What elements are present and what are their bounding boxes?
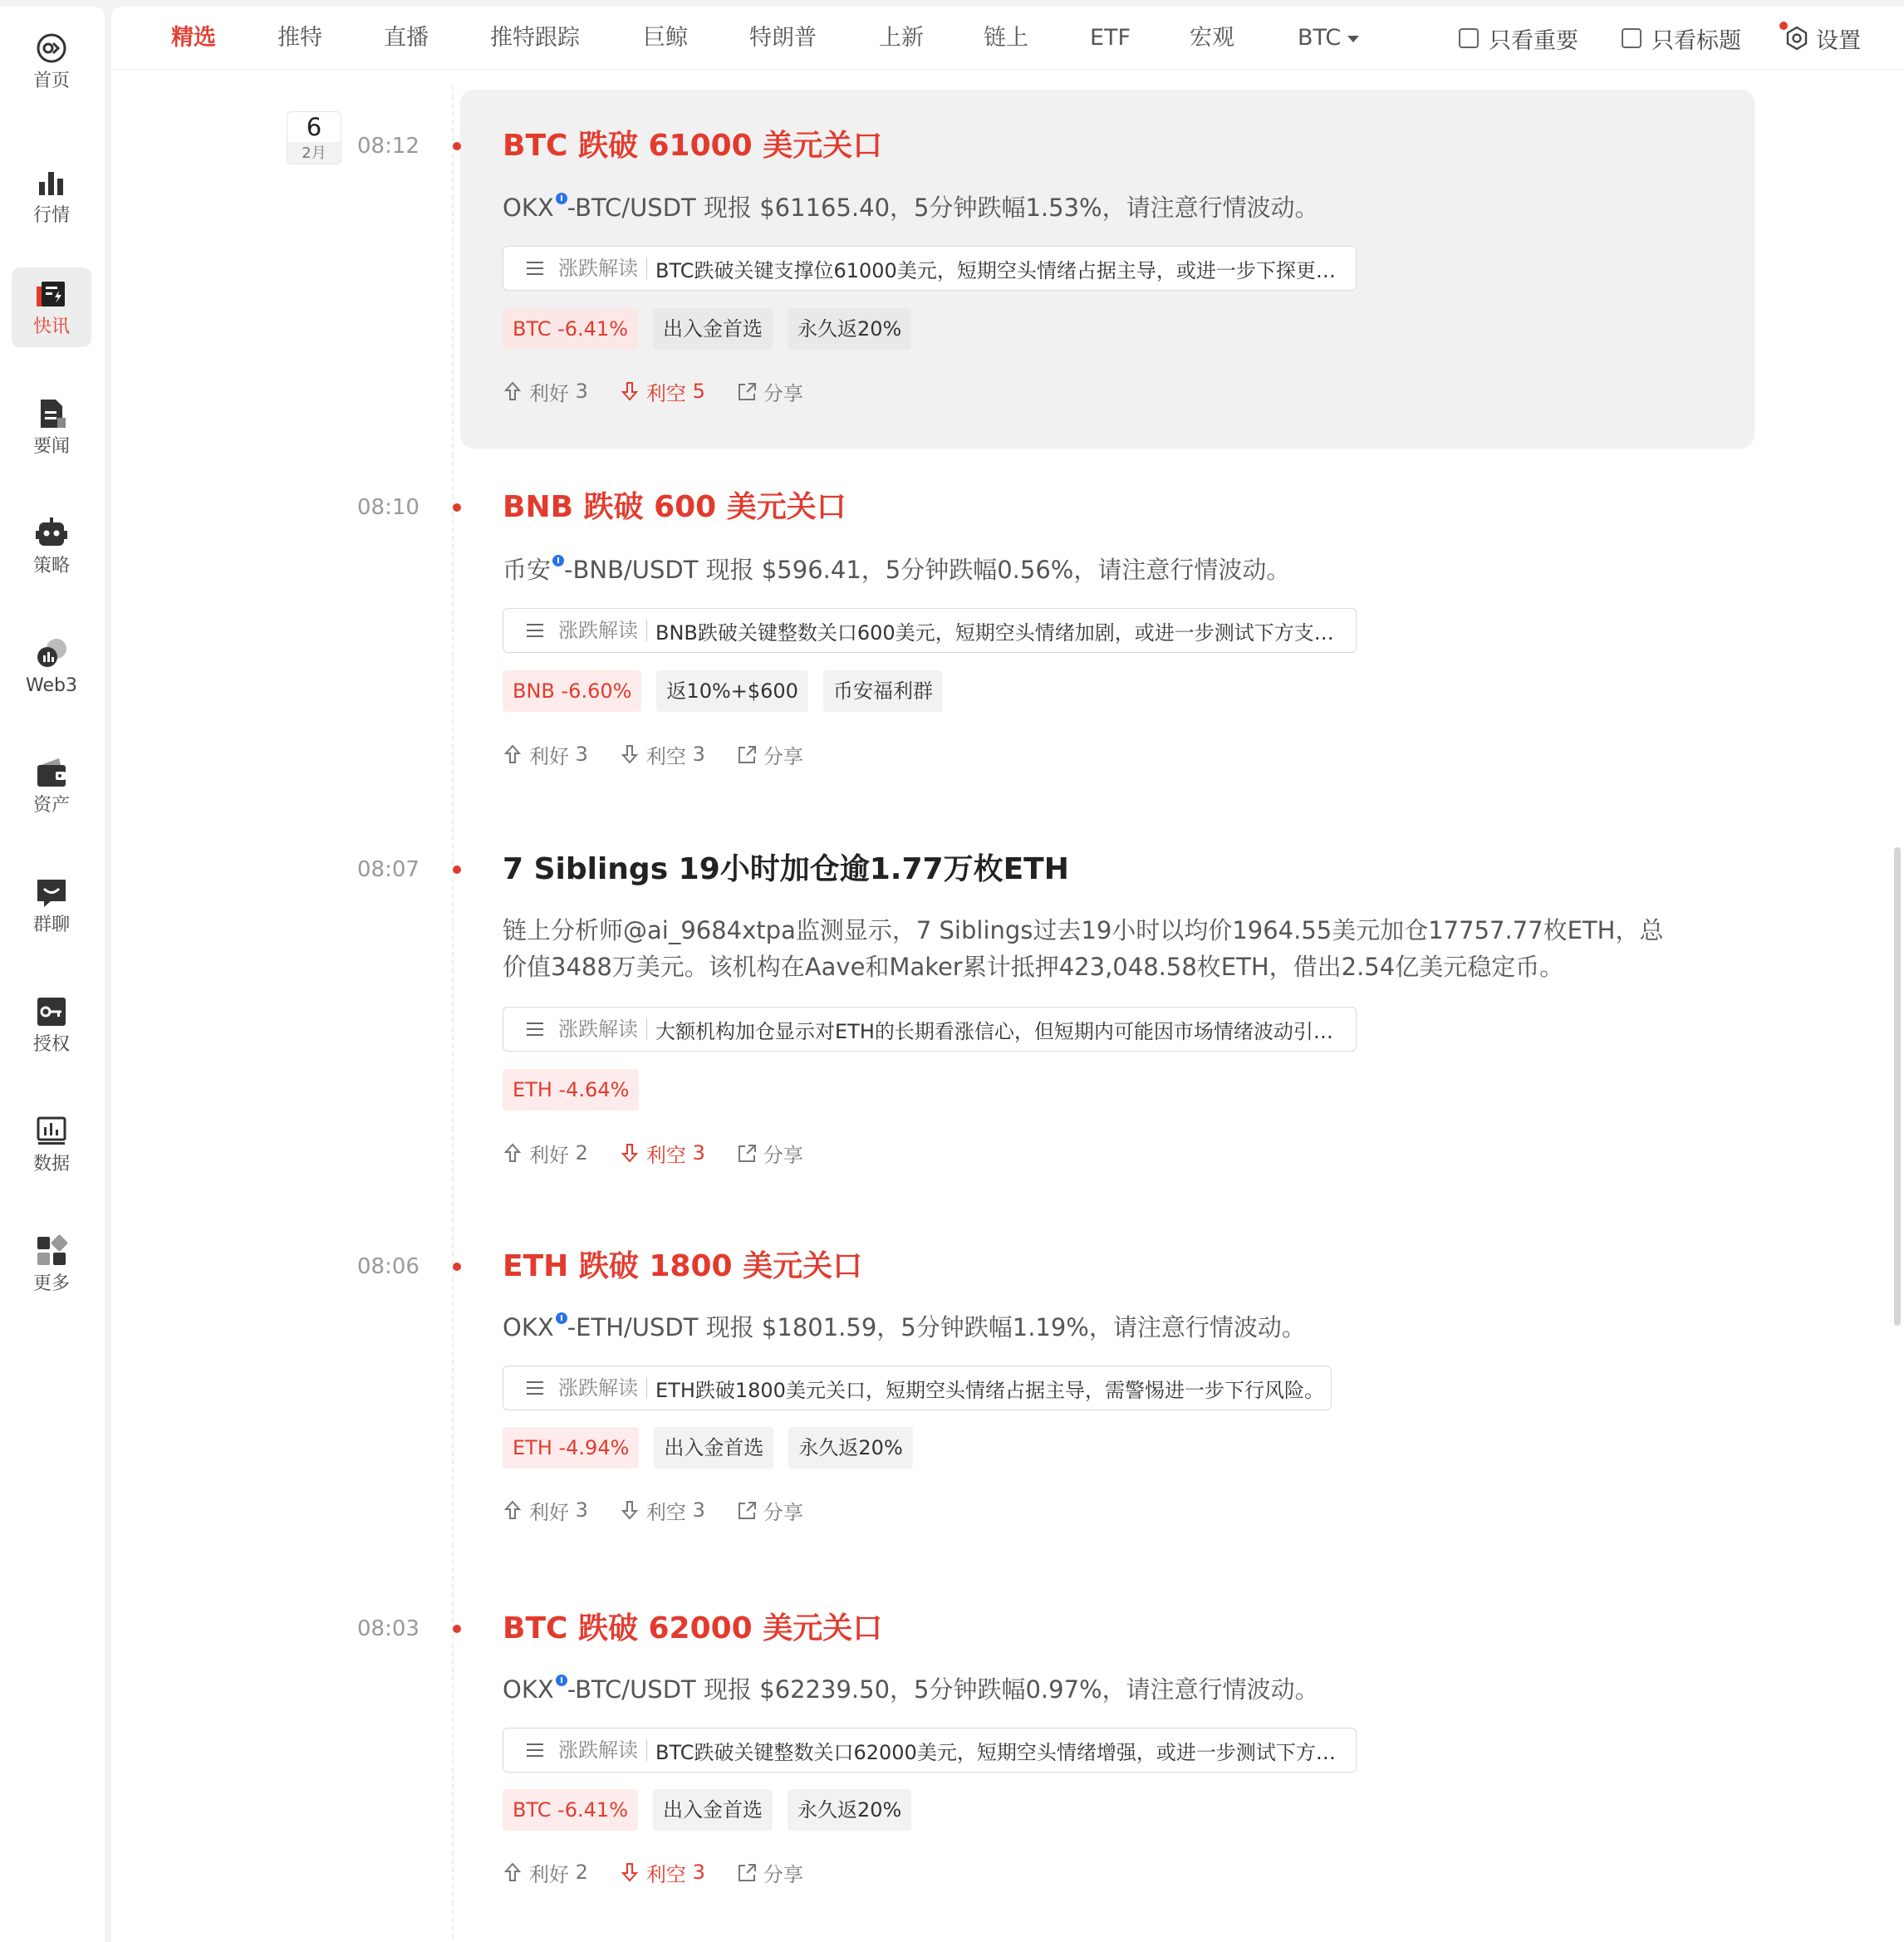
news-time: 08:12 — [357, 134, 420, 159]
sidebar-item-label: 策略 — [32, 556, 70, 576]
data-icon — [34, 1114, 69, 1149]
news-body — [503, 189, 1682, 226]
left-sidebar — [0, 7, 105, 1942]
interp-label: 涨跌解读 — [558, 1739, 647, 1761]
bullish-count: 3 — [575, 1498, 588, 1522]
date-month: 2月 — [287, 142, 341, 164]
sidebar-item-label: 首页 — [32, 71, 70, 91]
news-body — [503, 1671, 1682, 1708]
sidebar-item-label: 群聊 — [32, 915, 70, 935]
share-button[interactable] — [737, 740, 803, 769]
news-body-text: -BTC/USDT 现报 $62239.50，5分钟跌幅0.97%，请注意行情波动。 — [567, 1675, 1319, 1704]
tag-row — [503, 670, 958, 712]
verified-icon — [552, 555, 564, 566]
news-source[interactable]: OKX — [503, 1313, 554, 1341]
bullish-button[interactable] — [503, 1496, 588, 1525]
menu-lines-icon — [525, 1742, 545, 1758]
promo-tag[interactable]: 永久返20% — [788, 1427, 912, 1469]
bearish-button[interactable] — [620, 1139, 705, 1168]
sidebar-item-label: 快讯 — [32, 316, 70, 337]
tab-on-chain[interactable]: 链上 — [984, 25, 1028, 51]
wallet-icon — [34, 755, 69, 790]
chat-icon — [34, 875, 69, 910]
news-title[interactable]: 7 Siblings 19小时加仓逾1.77万枚ETH — [503, 852, 1069, 886]
promo-tag[interactable]: 出入金首选 — [653, 308, 773, 350]
sidebar-item-label: 要闻 — [32, 436, 70, 457]
arrow-down-icon — [620, 743, 640, 765]
sidebar-item-flash-news[interactable] — [12, 267, 91, 347]
coin-change-tag[interactable]: BTC -6.41% — [503, 308, 638, 350]
sidebar-item-strategy[interactable] — [12, 507, 91, 586]
tab-whales[interactable]: 巨鲸 — [643, 25, 688, 51]
gear-icon — [1784, 26, 1809, 51]
news-title[interactable]: BNB 跌破 600 美元关口 — [503, 490, 846, 524]
news-body-text: -BTC/USDT 现报 $61165.40，5分钟跌幅1.53%，请注意行情波动。 — [567, 194, 1319, 222]
only-titles-checkbox[interactable] — [1622, 22, 1741, 55]
news-source[interactable]: OKX — [503, 194, 554, 222]
arrow-up-icon — [503, 380, 523, 402]
news-body: 链上分析师@ai_9684xtpa监测显示，7 Siblings过去19小时以均价1964.55美元加仓17757.77枚ETH，总价值3488万美元。该机构在Aave和Maker累计抵押423,048.58枚ETH，借出2.54亿美元稳定币。 — [503, 916, 1664, 981]
sidebar-item-home[interactable] — [12, 22, 91, 101]
bullish-label: 利好 — [529, 1143, 569, 1167]
category-tab-bar — [111, 7, 1904, 70]
bullish-label: 利好 — [529, 381, 569, 405]
interp-text: BNB跌破关键整数关口600美元，短期空头情绪加剧，或进一步测试下方支… — [655, 620, 1334, 645]
news-title[interactable]: ETH 跌破 1800 美元关口 — [503, 1249, 863, 1283]
arrow-down-icon — [620, 1861, 640, 1883]
reaction-bar — [503, 1138, 835, 1168]
share-button[interactable] — [737, 377, 803, 406]
tab-trump[interactable]: 特朗普 — [749, 25, 817, 51]
arrow-down-icon — [620, 1142, 640, 1164]
sidebar-item-label: 行情 — [32, 205, 70, 226]
timeline-dot — [453, 866, 461, 874]
timeline-dot — [453, 503, 461, 512]
timeline-dot — [453, 1263, 461, 1271]
news-title[interactable]: BTC 跌破 61000 美元关口 — [503, 129, 883, 163]
share-button[interactable] — [737, 1496, 803, 1525]
tab-featured[interactable]: 精选 — [171, 25, 216, 51]
tab-btc-label: BTC — [1298, 25, 1342, 51]
bearish-button[interactable] — [620, 740, 705, 769]
date-badge — [287, 111, 341, 164]
bullish-button[interactable] — [503, 1139, 588, 1168]
home-icon — [34, 31, 69, 66]
arrow-up-icon — [503, 743, 523, 765]
only-important-checkbox[interactable] — [1459, 22, 1578, 55]
menu-lines-icon — [525, 1021, 545, 1037]
tag-row — [503, 1069, 654, 1111]
arrow-up-icon — [503, 1861, 523, 1883]
sidebar-item-web3[interactable] — [12, 626, 91, 706]
main-panel — [111, 7, 1904, 1942]
sidebar-item-label: 数据 — [32, 1154, 70, 1175]
bullish-count: 2 — [575, 1861, 588, 1884]
promo-tag[interactable]: 永久返20% — [788, 1789, 911, 1831]
coin-change-tag[interactable]: ETH -4.64% — [503, 1069, 639, 1111]
interp-text: ETH跌破1800美元关口，短期空头情绪占据主导，需警惕进一步下行风险。 — [655, 1378, 1324, 1402]
share-label: 分享 — [763, 1143, 803, 1167]
news-item[interactable] — [357, 1211, 1754, 1560]
sidebar-item-more[interactable] — [12, 1224, 91, 1304]
bullish-label: 利好 — [529, 1500, 569, 1524]
promo-tag[interactable]: 返10%+$600 — [656, 670, 808, 712]
promo-tag[interactable]: 出入金首选 — [653, 1789, 773, 1831]
share-icon — [737, 743, 757, 765]
price-interpretation[interactable] — [503, 608, 1357, 653]
news-body-text: -ETH/USDT 现报 $1801.59，5分钟跌幅1.19%，请注意行情波动。 — [567, 1313, 1306, 1341]
bearish-count: 3 — [692, 1141, 705, 1165]
bearish-count: 3 — [692, 1498, 705, 1522]
promo-tag[interactable]: 出入金首选 — [654, 1427, 773, 1469]
checkbox-box[interactable] — [1622, 28, 1641, 48]
tab-new-listings[interactable]: 上新 — [879, 25, 924, 51]
news-body — [503, 1309, 1682, 1346]
bullish-label: 利好 — [529, 744, 569, 768]
web3-icon — [34, 635, 69, 670]
share-icon — [737, 1142, 757, 1164]
bullish-count: 3 — [575, 380, 588, 403]
key-icon — [34, 994, 69, 1029]
timeline-dot — [453, 142, 461, 150]
tag-row — [503, 1789, 926, 1831]
only-important-label: 只看重要 — [1489, 27, 1578, 54]
promo-tag[interactable]: 币安福利群 — [823, 670, 943, 712]
sidebar-item-data[interactable] — [12, 1105, 91, 1184]
price-interpretation[interactable] — [503, 246, 1357, 291]
coin-change-tag[interactable]: BNB -6.60% — [503, 670, 641, 712]
sidebar-item-market[interactable] — [12, 156, 91, 236]
news-source[interactable]: 币安 — [503, 556, 552, 584]
news-time: 08:03 — [357, 1616, 420, 1641]
sidebar-item-assets[interactable] — [12, 746, 91, 826]
sidebar-item-label: 更多 — [32, 1273, 70, 1294]
timeline-dot — [453, 1625, 461, 1633]
notification-dot — [1779, 22, 1788, 30]
bearish-button[interactable] — [620, 377, 705, 406]
bearish-count: 3 — [692, 1861, 705, 1884]
share-button[interactable] — [737, 1139, 803, 1168]
tag-row — [503, 308, 926, 350]
menu-lines-icon — [525, 1380, 545, 1396]
interp-text: BTC跌破关键整数关口62000美元，短期空头情绪增强，或进一步测试下方… — [655, 1740, 1336, 1764]
reaction-bar — [503, 1857, 835, 1887]
news-item[interactable] — [357, 814, 1754, 1196]
tag-row — [503, 1427, 928, 1469]
coin-change-tag[interactable]: ETH -4.94% — [503, 1427, 639, 1469]
interp-label: 涨跌解读 — [558, 1377, 647, 1399]
arrow-down-icon — [620, 380, 640, 402]
news-item[interactable] — [357, 1573, 1754, 1922]
share-label: 分享 — [763, 381, 803, 405]
robot-icon — [34, 516, 69, 551]
menu-lines-icon — [525, 622, 545, 639]
bearish-button[interactable] — [620, 1496, 705, 1525]
bearish-button[interactable] — [620, 1858, 705, 1887]
bullish-label: 利好 — [529, 1862, 569, 1886]
interp-label: 涨跌解读 — [558, 257, 647, 279]
tab-macro[interactable]: 宏观 — [1190, 25, 1234, 51]
arrow-up-icon — [503, 1142, 523, 1164]
news-item[interactable] — [357, 452, 1754, 801]
arrow-down-icon — [620, 1499, 640, 1521]
news-time: 08:06 — [357, 1254, 420, 1279]
share-icon — [737, 380, 757, 402]
bearish-label: 利空 — [645, 744, 686, 768]
verified-icon — [556, 193, 567, 204]
sidebar-item-label: Web3 — [26, 675, 77, 696]
tab-live[interactable]: 直播 — [384, 25, 429, 51]
arrow-up-icon — [503, 1499, 523, 1521]
news-body-text: -BNB/USDT 现报 $596.41，5分钟跌幅0.56%，请注意行情波动。 — [564, 556, 1291, 584]
menu-lines-icon — [525, 260, 545, 277]
verified-icon — [556, 1312, 567, 1324]
reaction-bar — [503, 1495, 835, 1525]
timeline-line — [452, 86, 454, 1942]
bullish-button[interactable] — [503, 740, 588, 769]
sidebar-item-label: 资产 — [32, 795, 70, 816]
news-item[interactable] — [357, 90, 1754, 449]
tab-twitter-tracking[interactable]: 推特跟踪 — [490, 25, 580, 51]
tab-btc-dropdown[interactable] — [1298, 22, 1359, 55]
coin-change-tag[interactable]: BTC -6.41% — [503, 1789, 638, 1831]
vertical-scrollbar[interactable] — [1894, 847, 1901, 1326]
interp-text: BTC跌破关键支撑位61000美元，短期空头情绪占据主导，或进一步下探更… — [655, 258, 1336, 282]
bearish-label: 利空 — [645, 381, 686, 405]
bullish-count: 3 — [575, 743, 588, 766]
sidebar-item-group-chat[interactable] — [12, 866, 91, 945]
chevron-down-icon — [1347, 36, 1359, 42]
document-icon — [34, 396, 69, 431]
tab-etf[interactable]: ETF — [1090, 25, 1131, 51]
news-body — [503, 552, 1682, 588]
reaction-bar — [503, 376, 835, 406]
price-interpretation[interactable] — [503, 1366, 1332, 1410]
share-icon — [737, 1861, 757, 1883]
share-label: 分享 — [763, 744, 803, 768]
interp-label: 涨跌解读 — [558, 620, 647, 641]
share-label: 分享 — [763, 1500, 803, 1524]
verified-icon — [556, 1675, 567, 1686]
sidebar-item-label: 授权 — [32, 1034, 70, 1055]
bearish-label: 利空 — [645, 1862, 686, 1886]
share-button[interactable] — [737, 1858, 803, 1887]
promo-tag[interactable]: 永久返20% — [788, 308, 911, 350]
date-day: 6 — [306, 113, 322, 141]
only-titles-label: 只看标题 — [1651, 27, 1741, 54]
bearish-label: 利空 — [645, 1143, 686, 1167]
share-icon — [737, 1499, 757, 1521]
checkbox-box[interactable] — [1459, 28, 1479, 48]
bearish-label: 利空 — [645, 1500, 686, 1524]
flash-news-icon — [34, 277, 69, 311]
bullish-button[interactable] — [503, 1858, 588, 1887]
share-label: 分享 — [763, 1862, 803, 1886]
news-source[interactable]: OKX — [503, 1675, 554, 1704]
grid-icon — [34, 1233, 69, 1268]
bearish-count: 3 — [692, 743, 705, 766]
news-time: 08:10 — [357, 495, 420, 520]
bullish-count: 2 — [575, 1141, 588, 1165]
settings-button[interactable] — [1784, 22, 1861, 55]
sidebar-item-authorization[interactable] — [12, 985, 91, 1065]
price-interpretation[interactable] — [503, 1728, 1357, 1773]
news-time: 08:07 — [357, 857, 420, 882]
reaction-bar — [503, 739, 835, 769]
tab-twitter[interactable]: 推特 — [277, 25, 322, 51]
bullish-button[interactable] — [503, 377, 588, 406]
bearish-count: 5 — [692, 380, 705, 403]
interp-text: 大额机构加仓显示对ETH的长期看涨信心，但短期内可能因市场情绪波动引… — [655, 1019, 1333, 1043]
news-title[interactable]: BTC 跌破 62000 美元关口 — [503, 1611, 883, 1645]
market-chart-icon — [34, 165, 69, 200]
settings-label: 设置 — [1816, 27, 1861, 54]
sidebar-item-key-news[interactable] — [12, 387, 91, 467]
price-interpretation[interactable] — [503, 1007, 1357, 1052]
interp-label: 涨跌解读 — [558, 1018, 647, 1040]
